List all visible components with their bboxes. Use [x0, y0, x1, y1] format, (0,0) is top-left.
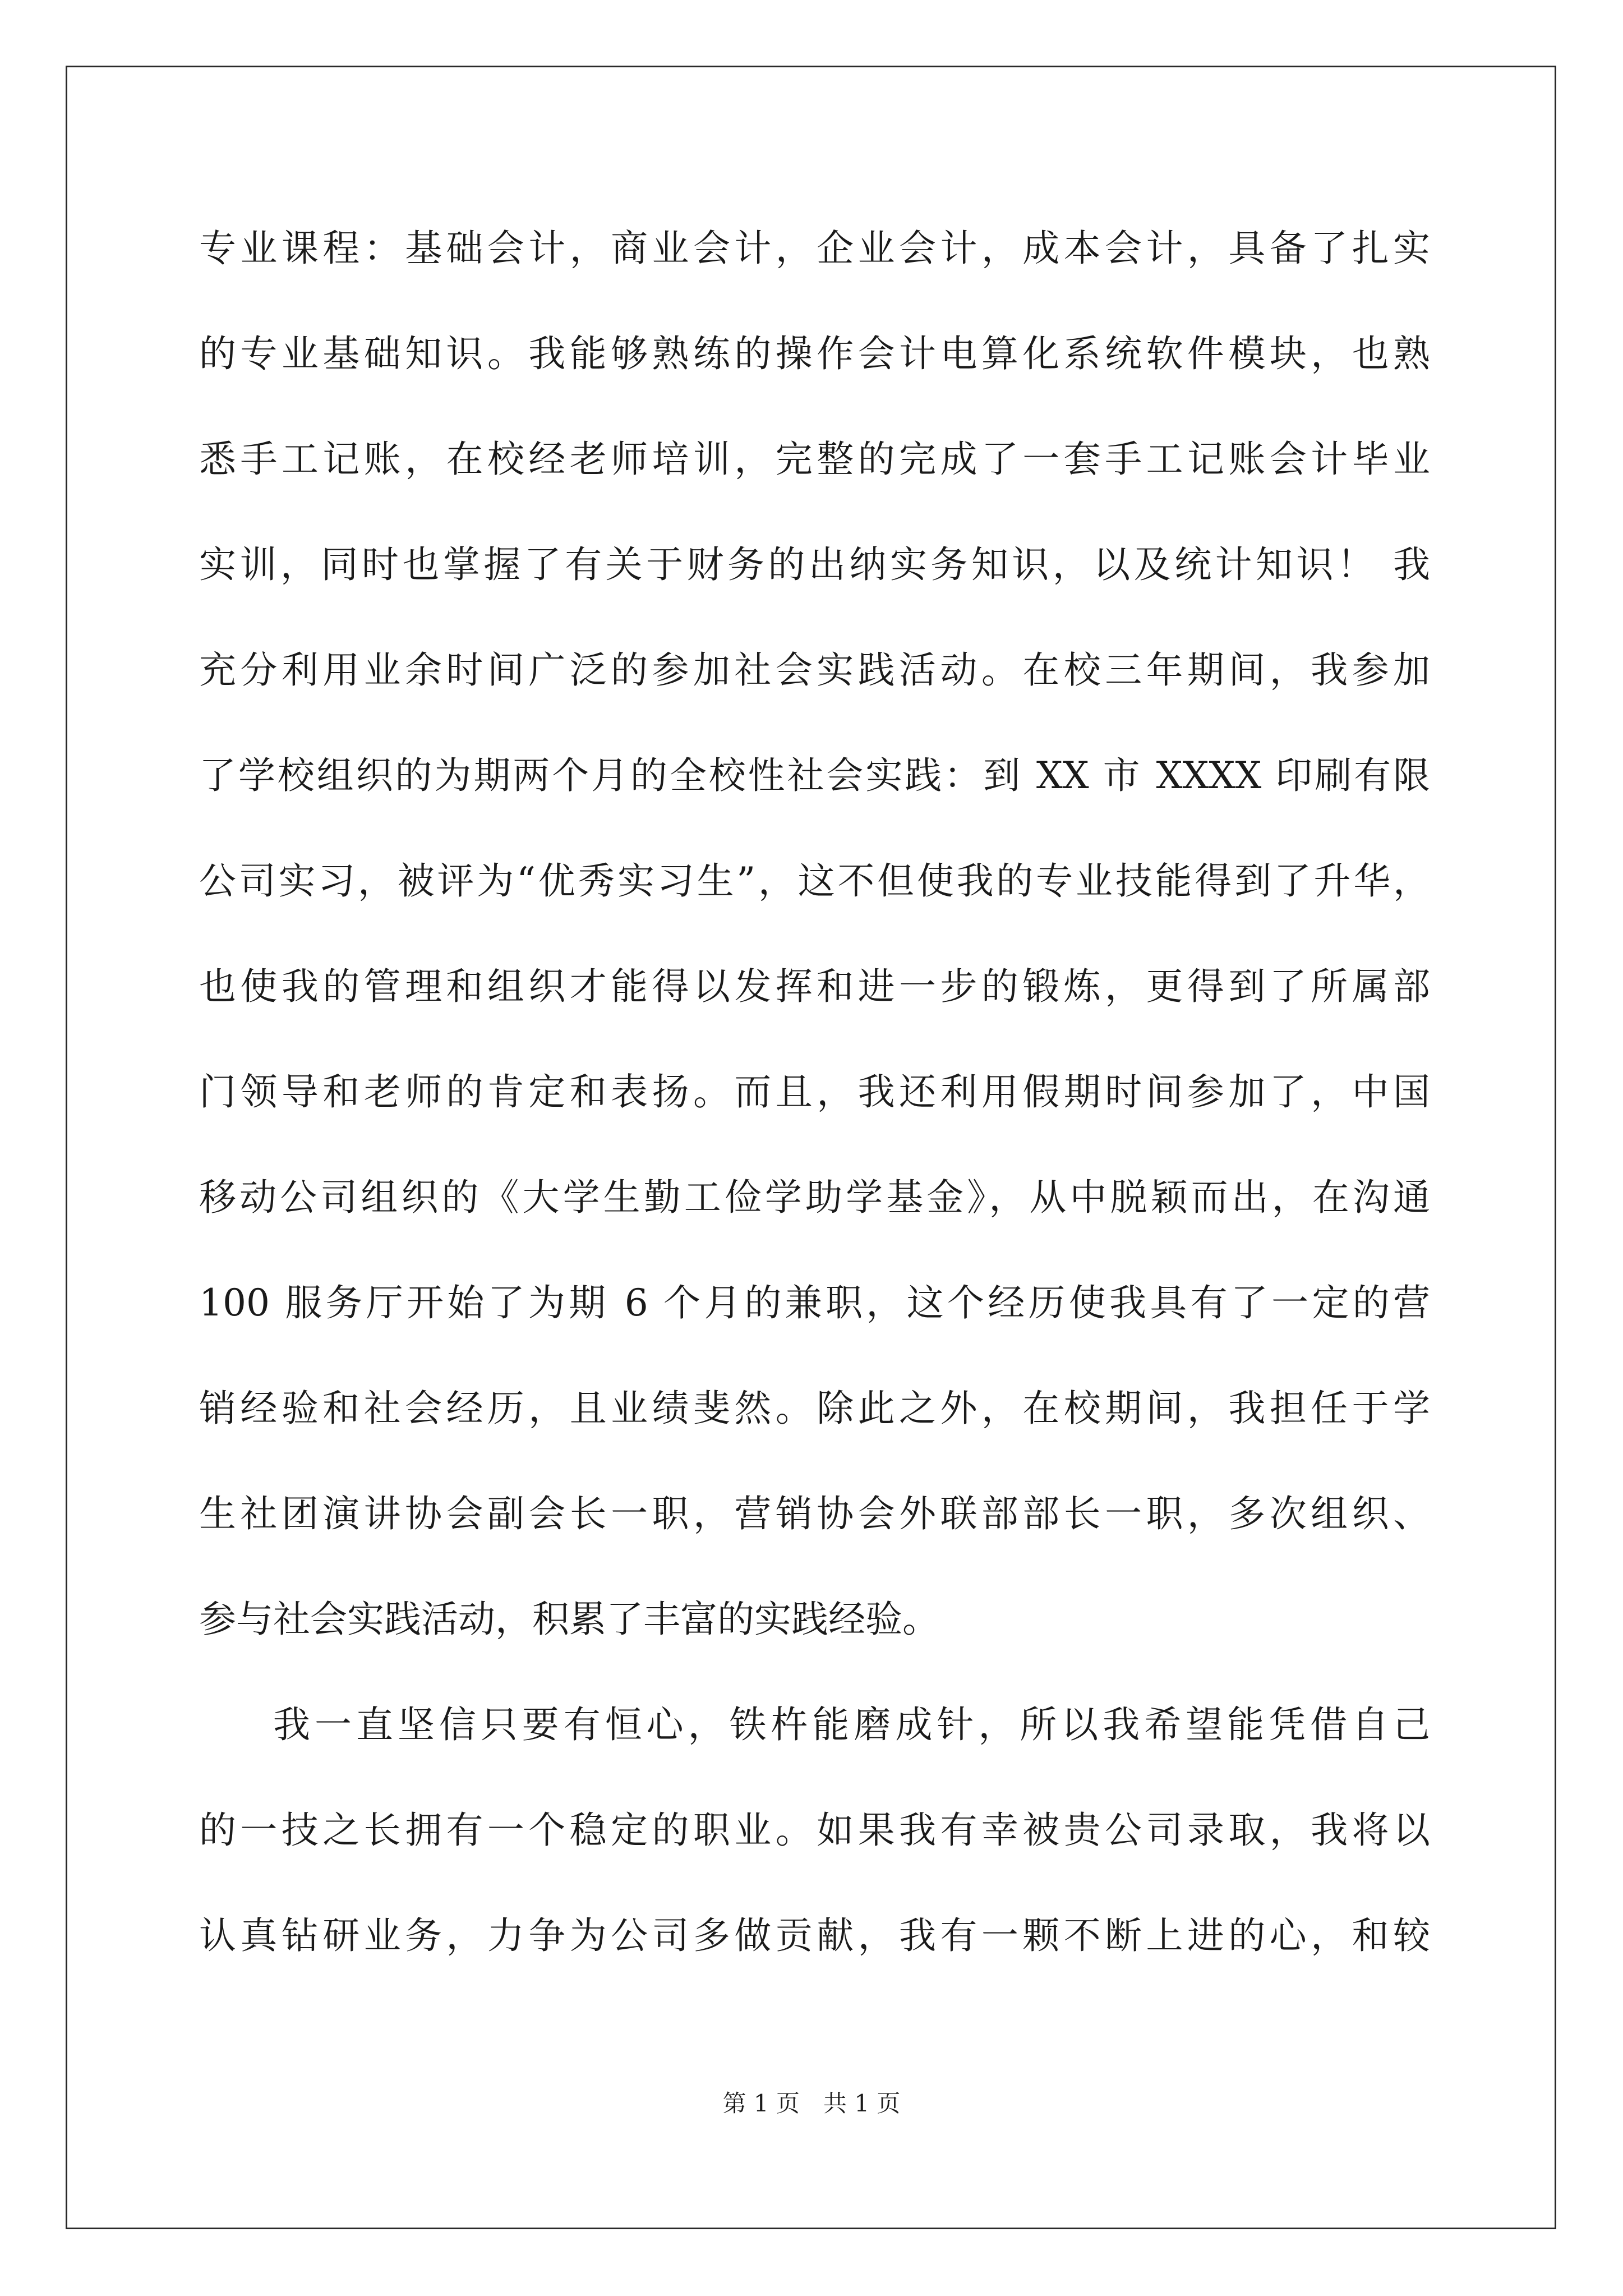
text-line-3: 悉手工记账，在校经老师培训，完整的完成了一套手工记账会计毕业	[199, 438, 1430, 481]
text-line-13: 生社团演讲协会副会长一职，营销协会外联部部长一职，多次组织、	[199, 1492, 1430, 1535]
text-line-10: 移动公司组织的《大学生勤工俭学助学基金》，从中脱颖而出，在沟通	[199, 1176, 1430, 1219]
text-line-7: 公司实习，被评为“优秀实习生”，这不但使我的专业技能得到了升华，	[199, 859, 1430, 903]
page-footer: 第 1 页 共 1 页	[722, 2090, 901, 2117]
text-line-4: 实训，同时也掌握了有关于财务的出纳实务知识，以及统计知识！ 我	[199, 543, 1430, 586]
text-line-15: 我一直坚信只要有恒心，铁杵能磨成针，所以我希望能凭借自己	[273, 1703, 1430, 1746]
text-line-1: 专业课程：基础会计，商业会计，企业会计，成本会计，具备了扎实	[199, 227, 1430, 270]
text-line-11: 100 服务厅开始了为期 6 个月的兼职，这个经历使我具有了一定的营	[199, 1281, 1430, 1324]
text-line-2: 的专业基础知识。我能够熟练的操作会计电算化系统软件模块，也熟	[199, 332, 1430, 375]
text-line-12: 销经验和社会经历，且业绩斐然。除此之外，在校期间，我担任于学	[199, 1387, 1430, 1430]
text-line-5: 充分利用业余时间广泛的参加社会实践活动。在校三年期间，我参加	[199, 648, 1430, 692]
text-line-14: 参与社会实践活动，积累了丰富的实践经验。	[199, 1598, 939, 1641]
text-line-17: 认真钻研业务，力争为公司多做贡献，我有一颗不断上进的心，和较	[199, 1914, 1430, 1957]
text-line-8: 也使我的管理和组织才能得以发挥和进一步的锻炼，更得到了所属部	[199, 965, 1430, 1008]
text-line-9: 门领导和老师的肯定和表扬。而且，我还利用假期时间参加了，中国	[199, 1070, 1430, 1114]
text-line-6: 了学校组织的为期两个月的全校性社会实践：到 XX 市 XXXX 印刷有限	[199, 754, 1430, 797]
text-line-16: 的一技之长拥有一个稳定的职业。如果我有幸被贵公司录取，我将以	[199, 1809, 1430, 1852]
